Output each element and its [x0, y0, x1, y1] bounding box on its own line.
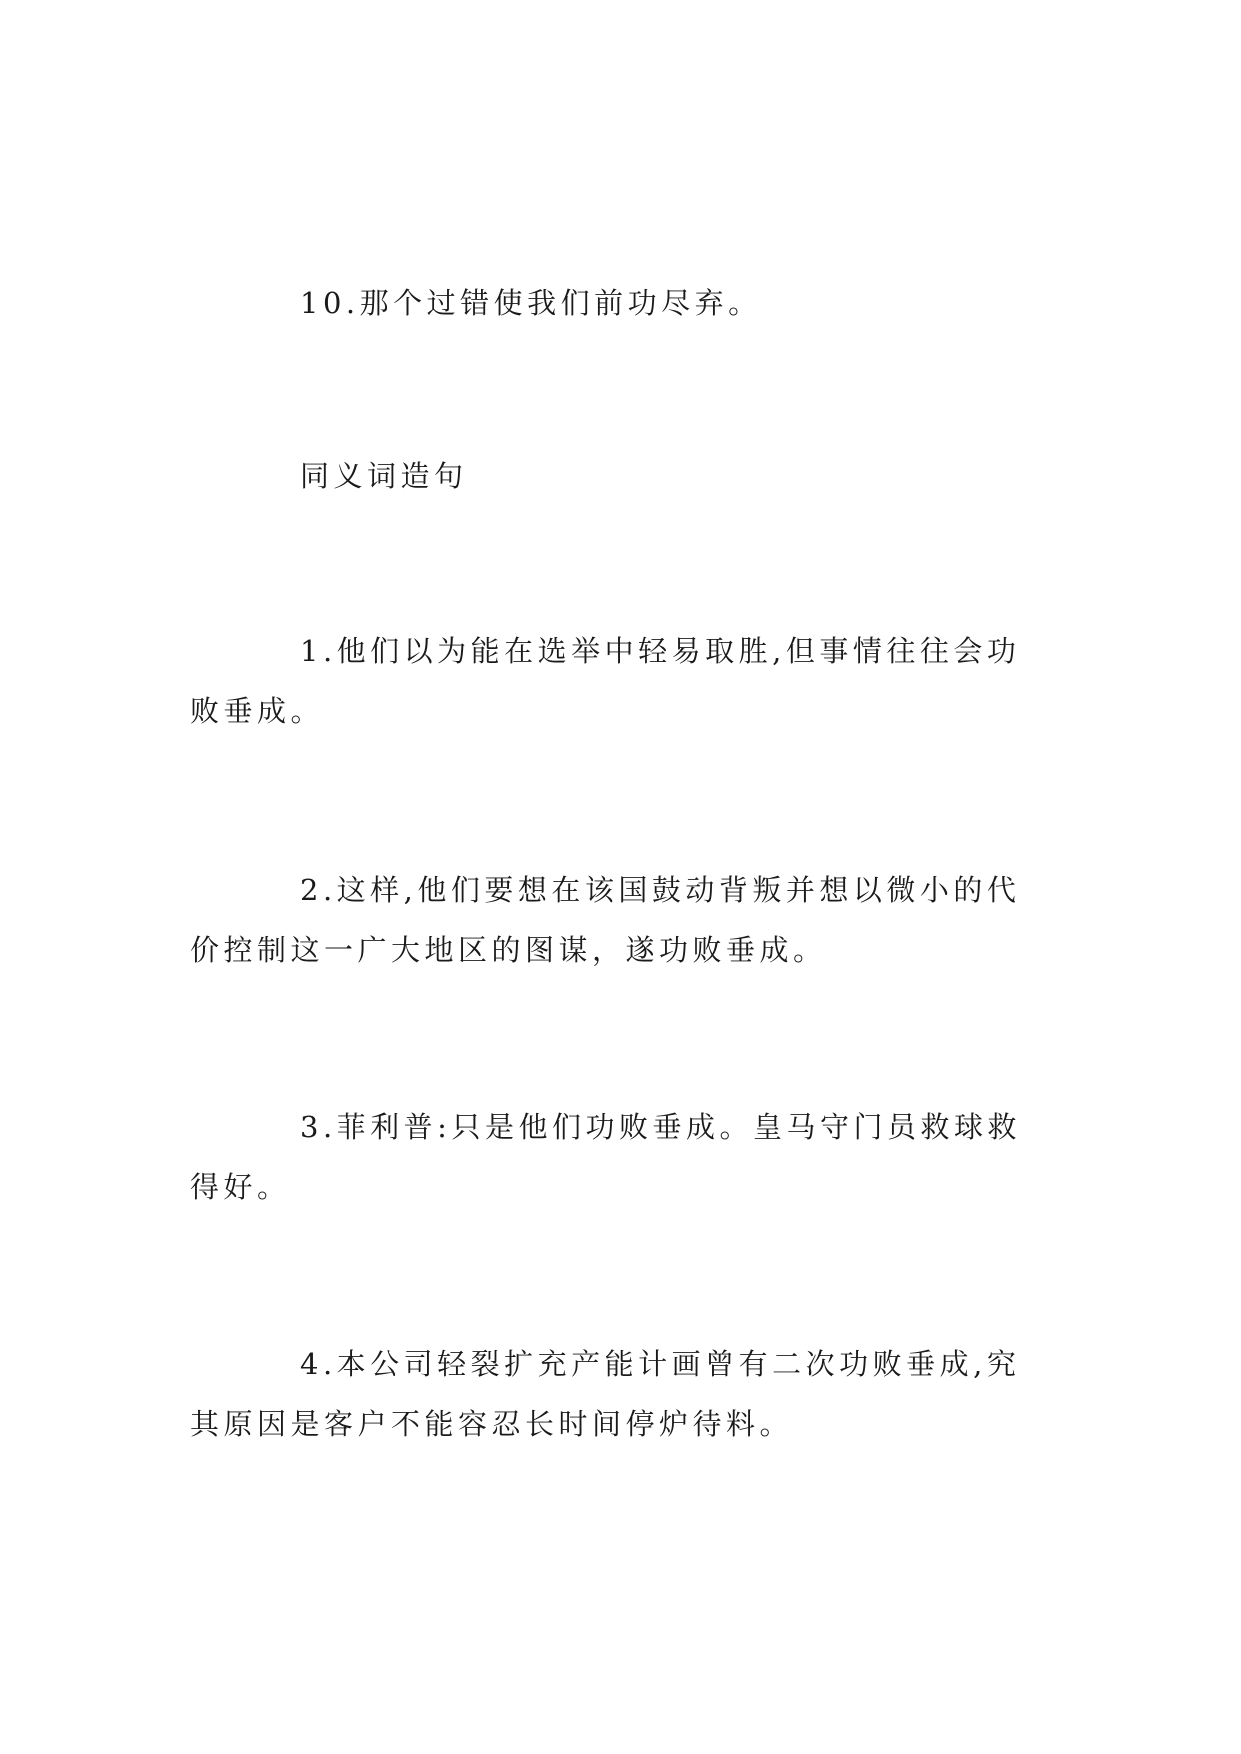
paragraph-sentence-4: 4.本公司轻裂扩充产能计画曾有二次功败垂成,究其原因是客户不能容忍长时间停炉待料。	[190, 1347, 1021, 1441]
paragraph-sentence-3: 3.菲利普:只是他们功败垂成。皇马守门员救球救得好。	[190, 1110, 1021, 1204]
section-heading-synonym-sentences: 同义词造句	[300, 459, 468, 493]
paragraph-sentence-2: 2.这样,他们要想在该国鼓动背叛并想以微小的代价控制这一广大地区的图谋，遂功败垂成。	[190, 873, 1021, 967]
paragraph-sentence-1: 1.他们以为能在选举中轻易取胜,但事情往往会功败垂成。	[190, 634, 1021, 728]
paragraph-sentence-10: 10.那个过错使我们前功尽弃。	[300, 286, 762, 320]
